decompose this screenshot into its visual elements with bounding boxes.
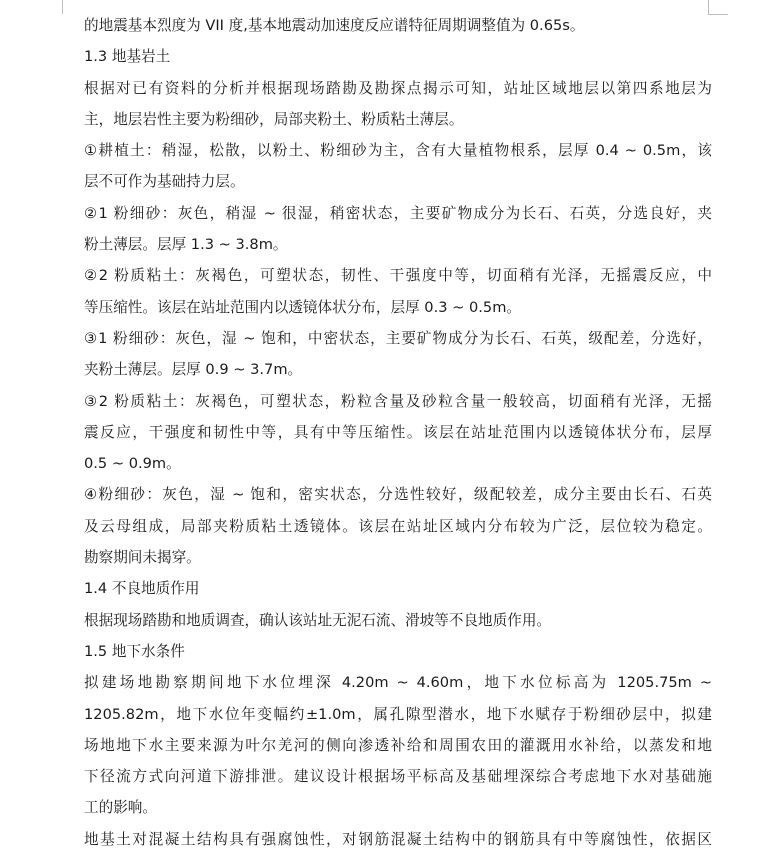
document-body: [84, 10, 712, 855]
text-line: 下径流方式向河道下游排泄。建议设计根据场平标高及基础埋深综合考虑地下水对基础施: [84, 768, 712, 786]
text-line: 粉土薄层。层厚 1.3 ~ 3.8m。: [84, 236, 288, 254]
text-line: 1.4 不良地质作用: [84, 580, 200, 598]
text-line: 层不可作为基础持力层。: [84, 173, 245, 191]
text-line: ②2 粉质粘土：灰褐色，可塑状态，韧性、干强度中等，切面稍有光泽，无摇震反应，中: [84, 267, 712, 285]
text-line: 工的影响。: [84, 799, 157, 817]
text-line: 夹粉土薄层。层厚 0.9 ~ 3.7m。: [84, 361, 303, 379]
text-line: ②1 粉细砂：灰色，稍湿 ~ 很湿，稍密状态，主要矿物成分为长石、石英，分选良好，夹: [84, 204, 712, 222]
text-line: 主，地层岩性主要为粉细砂，局部夹粉土、粉质粘土薄层。: [84, 110, 464, 128]
text-line: 拟建场地勘察期间地下水位埋深 4.20m ~ 4.60m，地下水位标高为 1205.75m ~: [84, 674, 712, 692]
text-line: 震反应，干强度和韧性中等，具有中等压缩性。该层在站址范围内以透镜体状分布，层厚: [84, 423, 712, 441]
text-line: 的地震基本烈度为 VII 度,基本地震动加速度反应谱特征周期调整值为 0.65s。: [84, 17, 585, 34]
text-line: 及云母组成，局部夹粉质粘土透镜体。该层在站址区域内分布较为广泛，层位较为稳定。: [84, 517, 712, 535]
crop-mark-left: [62, 0, 63, 14]
text-line: 1205.82m，地下水位年变幅约±1.0m，属孔隙型潜水，地下水赋存于粉细砂层中，拟建: [84, 705, 712, 723]
text-line: 等压缩性。该层在站址范围内以透镜体状分布，层厚 0.3 ~ 0.5m。: [84, 298, 522, 316]
text-line: 根据现场踏勘和地质调查，确认该站址无泥石流、滑坡等不良地质作用。: [84, 611, 552, 629]
text-line: 场地地下水主要来源为叶尔羌河的侧向渗透补给和周围农田的灌溉用水补给，以蒸发和地: [84, 736, 712, 754]
text-line: 1.3 地基岩土: [84, 48, 171, 66]
text-line: ④粉细砂：灰色，湿 ~ 饱和，密实状态，分选性较好，级配较差，成分主要由长石、石英: [84, 486, 712, 504]
text-line: ①耕植土：稍湿，松散，以粉土、粉细砂为主，含有大量植物根系，层厚 0.4 ~ 0.5m，该: [84, 142, 712, 160]
text-line: 勘察期间未揭穿。: [84, 549, 201, 567]
text-line: 根据对已有资料的分析并根据现场踏勘及勘探点揭示可知，站址区域地层以第四系地层为: [84, 79, 712, 97]
text-line: 地基土对混凝土结构具有强腐蚀性，对钢筋混凝土结构中的钢筋具有中等腐蚀性，依据区: [84, 830, 712, 848]
text-line: ③2 粉质粘土：灰褐色，可塑状态，粉粒含量及砂粒含量一般较高，切面稍有光泽，无摇: [84, 392, 712, 410]
text-line: ③1 粉细砂：灰色，湿 ~ 饱和，中密状态，主要矿物成分为长石、石英，级配差，分选好，: [84, 329, 712, 347]
text-line: 1.5 地下水条件: [84, 642, 185, 660]
text-line: 0.5 ~ 0.9m。: [84, 455, 181, 473]
